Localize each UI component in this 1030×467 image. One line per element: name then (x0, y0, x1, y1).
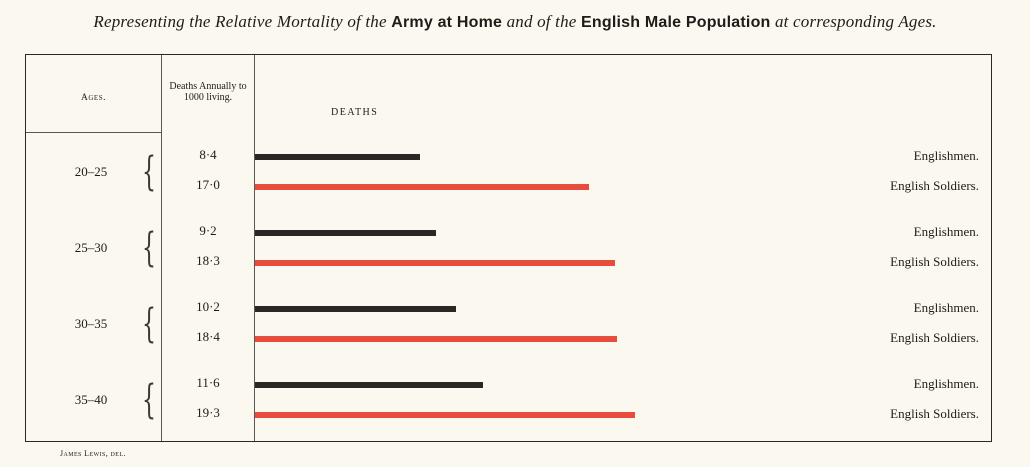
age-group-label: 20–25 (74, 164, 108, 179)
title-part-2: Army at Home (391, 14, 503, 31)
group-brace: { (142, 377, 156, 423)
bar-men (255, 230, 436, 236)
value-label-men: 11·6 (196, 375, 220, 390)
age-group-label: 35–40 (74, 392, 108, 407)
value-label-men: 10·2 (196, 299, 220, 314)
deaths-header: DEATHS (331, 107, 379, 118)
series-label-soldiers: English Soldiers. (890, 178, 979, 193)
bar-soldiers (255, 184, 589, 190)
title-part-1: Representing the Relative Mortality of the (93, 12, 387, 31)
bar-men (255, 306, 456, 312)
group-brace: { (142, 149, 156, 195)
series-label-men: Englishmen. (913, 224, 979, 239)
title-part-4: English Male Population (581, 14, 771, 31)
bar-soldiers (255, 336, 617, 342)
series-label-soldiers: English Soldiers. (890, 406, 979, 421)
series-label-men: Englishmen. (913, 376, 979, 391)
title-part-5: at corresponding Ages. (774, 12, 937, 31)
series-label-men: Englishmen. (913, 148, 979, 163)
age-group-label: 25–30 (74, 240, 108, 255)
age-group-label: 30–35 (74, 316, 108, 331)
value-label-men: 9·2 (199, 223, 217, 238)
series-label-soldiers: English Soldiers. (890, 330, 979, 345)
title-part-3: and of the (506, 12, 577, 31)
value-label-soldiers: 18·4 (196, 329, 220, 344)
value-label-soldiers: 18·3 (196, 253, 220, 268)
value-label-soldiers: 17·0 (196, 177, 220, 192)
chart-title (0, 12, 1030, 32)
chart-frame (25, 54, 992, 442)
bar-men (255, 154, 420, 160)
deaths-annual-header: Deaths Annually to 1000 living. (169, 81, 247, 103)
group-brace: { (142, 301, 156, 347)
header-underline (26, 132, 161, 133)
value-label-soldiers: 19·3 (196, 405, 220, 420)
group-brace: { (142, 225, 156, 271)
series-label-men: Englishmen. (913, 300, 979, 315)
bar-soldiers (255, 412, 635, 418)
ages-header: Ages. (81, 93, 106, 103)
value-label-men: 8·4 (199, 147, 217, 162)
bar-men (255, 382, 483, 388)
bar-soldiers (255, 260, 615, 266)
series-label-soldiers: English Soldiers. (890, 254, 979, 269)
artist-credit: James Lewis, del. (60, 449, 126, 458)
